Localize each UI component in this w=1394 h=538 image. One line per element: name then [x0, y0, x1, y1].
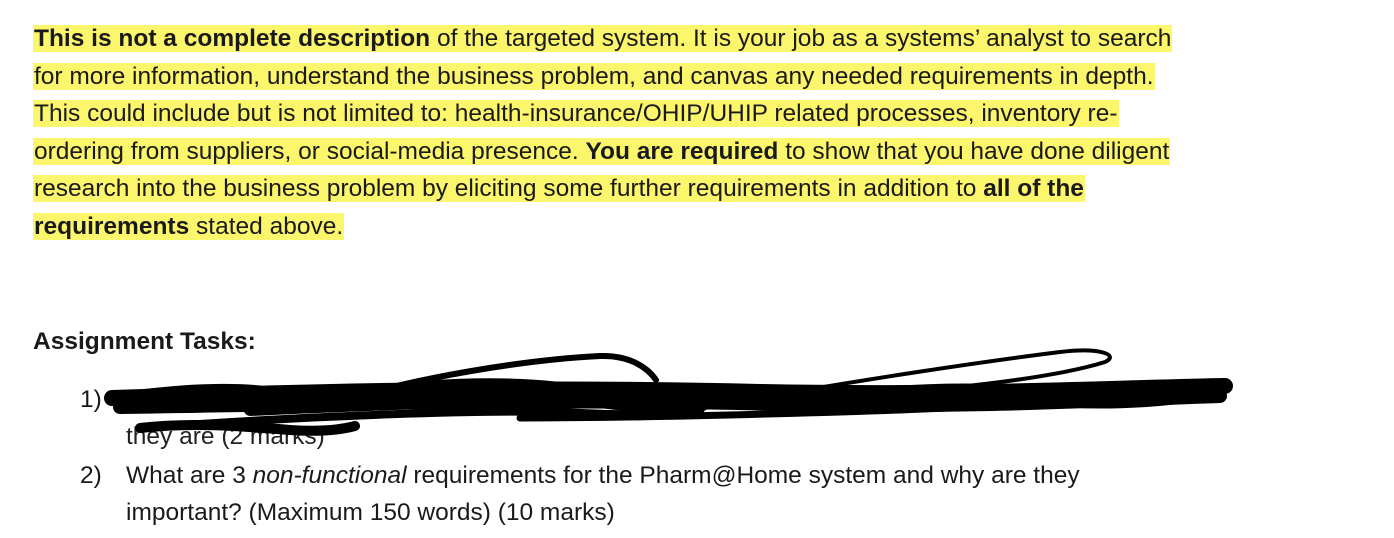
paragraph-line-5: research into the business problem by eliciting some further requirements in addition to all of the [34, 175, 1084, 202]
bold-phrase-not-complete: This is not a complete description [34, 25, 431, 52]
task-text: What are 3 non-functional requirements for the Pharm@Home system and why are they important? (Maximum 150 words) (10 marks) [126, 462, 1080, 526]
paragraph-line-2: for more information, understand the business problem, and canvas any needed requirements in depth. [34, 62, 1154, 90]
bold-phrase-requirements: requirements [34, 212, 190, 240]
assignment-tasks-heading: Assignment Tasks: [33, 328, 256, 355]
task-number: 1) [80, 386, 102, 413]
italic-non-functional: non-functional [252, 462, 407, 489]
paragraph-line-1: This is not a complete description of the targeted system. It is your job as a systems’ analyst to search [34, 25, 1172, 52]
bold-phrase-required: You are required [585, 137, 779, 165]
task-text-redacted: Who are the stakeholders of Pharm@Home? List all stakeholders in the order they are (2 marks) [126, 386, 968, 450]
task-number: 2) [80, 462, 102, 489]
description-paragraph [33, 20, 1273, 245]
paragraph-line-4: ordering from suppliers, or social-media presence. You are required to show that you have done diligent [34, 137, 1170, 165]
paragraph-line-3: This could include but is not limited to: health-insurance/OHIP/UHIP related processes, inventory re- [34, 100, 1118, 127]
bold-phrase-all-of-the: all of the [983, 175, 1084, 202]
paragraph-line-6: requirements stated above. [34, 212, 344, 240]
